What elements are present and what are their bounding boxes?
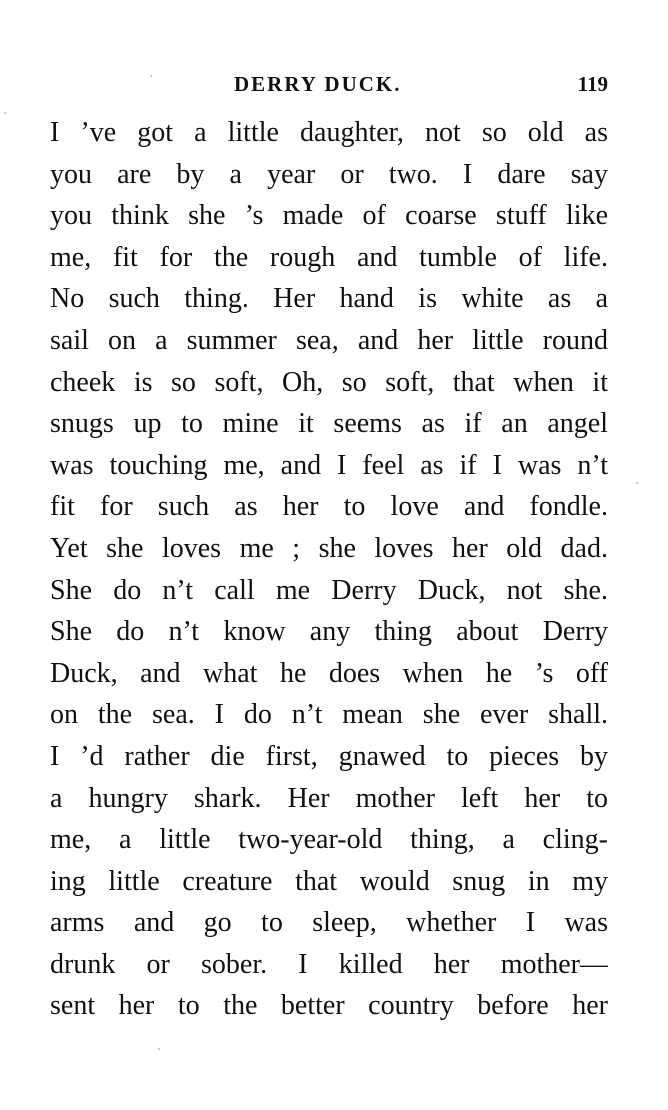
page-number: 119 (577, 72, 608, 96)
text-line: drunk or sober. I killed her mother— (50, 948, 608, 980)
running-head (50, 72, 608, 102)
text-line: cheek is so soft, Oh, so soft, that when it (50, 366, 608, 398)
running-title: DERRY DUCK. (234, 72, 402, 96)
text-line: sent her to the better country before her (50, 990, 608, 1022)
text-line: you think she ’s made of coarse stuff like (50, 200, 608, 232)
text-line: I ’ve got a little daughter, not so old as (50, 117, 608, 148)
paper-speck (4, 112, 6, 114)
body-text (50, 112, 608, 1027)
text-line: ing little creature that would snug in my (50, 865, 608, 897)
text-line: a hungry shark. Her mother left her to (50, 782, 608, 814)
paper-speck (150, 75, 152, 77)
text-line: Yet she loves me ; she loves her old dad. (50, 532, 608, 564)
text-line: on the sea. I do n’t mean she ever shall. (50, 699, 608, 731)
text-line: was touching me, and I feel as if I was n’t (50, 449, 608, 481)
text-line: She do n’t call me Derry Duck, not she. (50, 574, 608, 606)
text-line: arms and go to sleep, whether I was (50, 907, 608, 939)
text-line: Duck, and what he does when he ’s off (50, 657, 608, 689)
text-line: She do n’t know any thing about Derry (50, 616, 608, 648)
text-line: No such thing. Her hand is white as a (50, 283, 608, 315)
text-line: I ’d rather die first, gnawed to pieces by (50, 740, 608, 772)
text-line: me, fit for the rough and tumble of life. (50, 241, 608, 273)
text-line: you are by a year or two. I dare say (50, 158, 608, 190)
text-line: me, a little two-year-old thing, a cling- (50, 824, 608, 856)
text-line: fit for such as her to love and fondle. (50, 491, 608, 523)
text-line: sail on a summer sea, and her little round (50, 324, 608, 356)
paper-speck (636, 482, 638, 484)
text-line: snugs up to mine it seems as if an angel (50, 408, 608, 440)
paper-speck (158, 1048, 160, 1050)
